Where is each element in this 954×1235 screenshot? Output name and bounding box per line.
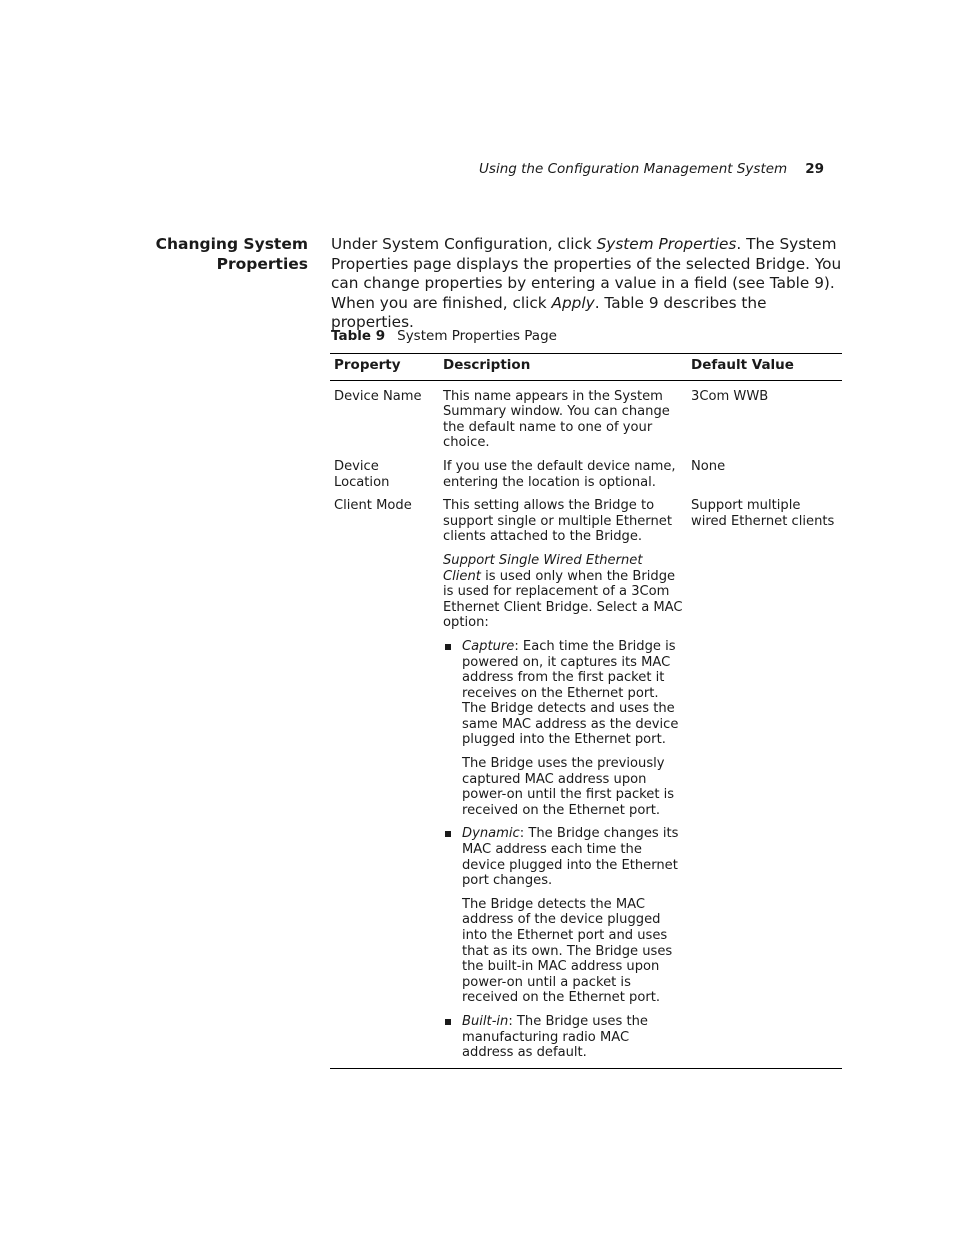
- bullet-square-icon: [445, 831, 451, 837]
- intro-paragraph: [331, 235, 843, 333]
- table-row: [330, 459, 842, 498]
- default-cell: Support multiple wired Ethernet clients: [687, 498, 842, 1068]
- bullet-square-icon: [445, 1019, 451, 1025]
- header-title: Using the Configuration Management System: [479, 161, 788, 177]
- option-term: Dynamic: [462, 826, 520, 842]
- option-note: The Bridge uses the previously captured MAC address upon power-on until the first packet is received on the Ethernet port.: [462, 756, 675, 818]
- option-text: : Each time the Bridge is powered on, it captures its MAC address from the first packet it receives on the Ethernet port. The Bridge detects and uses the same MAC address as the device plugged into the Ethernet port.: [462, 638, 679, 748]
- header-property: Property: [330, 354, 439, 381]
- option-note: The Bridge detects the MAC address of the device plugged into the Ethernet port and uses that as its own. The Bridge uses the built-in MAC address upon power-on until a packet is received on the Ethernet port.: [462, 896, 673, 1006]
- option-term: Built-in: [462, 1013, 509, 1029]
- table-caption-number: Table 9: [331, 328, 386, 344]
- table-row: [330, 380, 842, 459]
- section-heading-line2: Properties: [216, 254, 308, 273]
- description-cell: If you use the default device name, entering the location is optional.: [443, 458, 676, 490]
- property-cell: Device Name: [334, 388, 422, 404]
- single-client-term: Support Single Wired Ethernet Client: [443, 552, 643, 584]
- description-cell: [439, 498, 687, 1068]
- property-cell: Device Location: [334, 458, 390, 490]
- table-caption: [331, 327, 557, 345]
- header-default-value: Default Value: [687, 354, 842, 381]
- apply-term: Apply: [551, 293, 595, 312]
- section-heading-line1: Changing System: [155, 235, 308, 253]
- client-mode-summary: This setting allows the Bridge to support single or multiple Ethernet clients attached to the Bridge.: [443, 498, 672, 545]
- single-client-text: is used only when the Bridge is used for replacement of a 3Com Ethernet Client Bridge. Select a MAC option:: [443, 568, 683, 631]
- bullet-square-icon: [445, 644, 451, 650]
- table-caption-title: System Properties Page: [397, 328, 557, 344]
- intro-text-2: . The System Properties page displays the properties of the selected Bridge. You can change properties by entering a value in a field (see Table 9). When you are finished, click: [331, 235, 842, 312]
- intro-text-1: Under System Configuration, click: [331, 235, 597, 253]
- single-client-paragraph: [443, 553, 683, 631]
- table-header-row: [330, 354, 842, 381]
- system-properties-term: System Properties: [596, 235, 737, 253]
- mac-option-built-in: [443, 1014, 683, 1061]
- default-cell: None: [691, 458, 726, 474]
- page-number: 29: [805, 161, 824, 177]
- mac-option-capture: [443, 639, 683, 748]
- description-cell: This name appears in the System Summary window. You can change the default name to one of your choice.: [443, 388, 670, 451]
- system-properties-table: [330, 353, 842, 1069]
- header-description: Description: [439, 354, 687, 381]
- option-text: : The Bridge changes its MAC address each time the device plugged into the Ethernet port changes.: [462, 826, 679, 889]
- section-heading: [150, 235, 308, 274]
- option-text: : The Bridge uses the manufacturing radio MAC address as default.: [462, 1013, 648, 1061]
- mac-option-dynamic: [443, 826, 683, 888]
- intro-text-3: . Table 9 describes the properties.: [331, 293, 767, 331]
- table-row: [330, 498, 842, 1068]
- option-term: Capture: [462, 638, 515, 654]
- running-header: [330, 160, 824, 178]
- property-cell: Client Mode: [330, 498, 439, 1068]
- default-cell: 3Com WWB: [691, 388, 769, 404]
